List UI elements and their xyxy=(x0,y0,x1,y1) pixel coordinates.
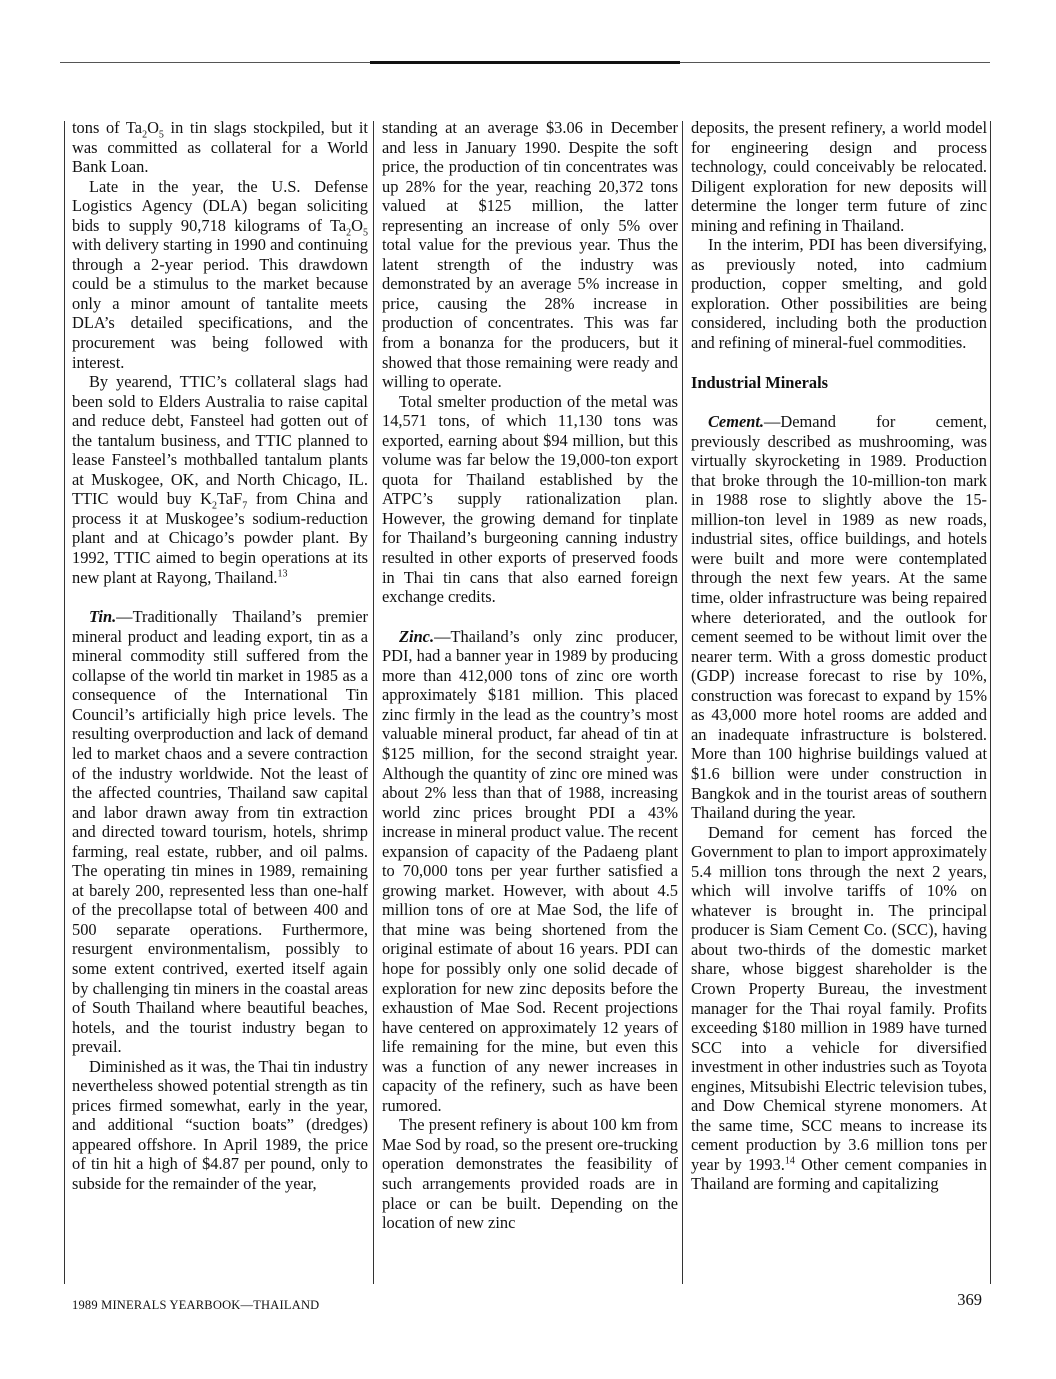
column-3 xyxy=(691,118,987,1194)
paragraph: standing at an average $3.06 in December and less in January 1990. Despite the soft price, the production of tin concentrates was up 28% for the year, reaching 20,372 tons valued at $125 million, the latter representing an increase of only 5% over total value for the previous year. Thus the latent strength of the industry was demonstrated by an average 5% increase in price, causing the 28% increase in production of concentrates. This was far from a bonanza for the producers, but it showed that those remaining were ready and willing to operate. xyxy=(382,118,678,392)
column-rule xyxy=(682,121,683,1284)
column-rule xyxy=(373,121,374,1284)
column-1 xyxy=(72,118,368,1194)
cement-paragraph: Cement.—Demand for cement, previously described as mushrooming, was virtually skyrocketing in 1989. Production that broke through the 10-million-ton mark in 1988 rose to slightly above the 15-million-ton level in 1989 as new roads, industrial sites, office buildings, and hotels were built and more were contemplated through the next few years. At the same time, older infrastructure was being repaired where deteriorated, and the outlook for cement seemed to be without limit over the nearer term. With a gross domestic product (GDP) increase forecast to rise by 10%, construction was forecast to expand by 15% as 43,000 more hotel rooms are added and an inadequate infrastructure is bolstered. More than 100 highrise buildings valued at $1.6 billion were under construction in Bangkok and in the tourist areas of southern Thailand during the year. xyxy=(691,412,987,823)
section-heading: Industrial Minerals xyxy=(691,372,829,392)
tin-heading: Tin. xyxy=(89,607,117,627)
paragraph: The present refinery is about 100 km from Mae Sod by road, so the present ore-trucking operation demonstrates the feasibility of such arrangements provided roads are in place or can be built. Depending on the location of new zinc xyxy=(382,1115,678,1233)
paragraph: Diminished as it was, the Thai tin industry nevertheless showed potential strength as tin prices firmed somewhat, early in the year, and additional “suction boats” (dredges) appeared offshore. In April 1989, the price of tin hit a high of $4.87 per pound, only to subside for the remainder of the year, xyxy=(72,1056,368,1193)
paragraph: deposits, the present refinery, a world model for engineering design and process technology, could conceivably be relocated. Diligent exploration for new deposits will determine the longer term future of zinc mining and refining in Thailand. xyxy=(691,118,987,235)
tin-paragraph: Tin.—Traditionally Thailand’s premier mineral product and leading export, tin as a mineral commodity still suffered from the collapse of the world tin market in 1985 as a consequence of the International Tin Council’s artificially high price levels. The resulting overproduction and lack of demand led to market chaos and a severe contraction of the industry worldwide. Not the least of the affected countries, Thailand saw capital and labor drawn away from tin extraction and directed toward tourism, hotels, shrimp farming, real estate, rubber, and oil palms. The operating tin mines in 1989, remaining at barely 200, represented less than one-half of the precollapse total of between 400 and 500 separate operations. Furthermore, resurgent environmentalism, possibly to some extent contrived, exerted itself again by challenging tin miners in the coastal areas of South Thailand where beautiful beaches, hotels, and the tourist industry began to prevail. xyxy=(72,607,368,1057)
running-footer: 1989 MINERALS YEARBOOK—THAILAND xyxy=(72,1298,320,1312)
paragraph: Total smelter production of the metal was 14,571 tons, of which 11,130 tons was exported, earning about $94 million, but this volume was far below the 19,000-ton export quota for Thailand established by the ATPC’s supply rationalization plan. However, the growing demand for tinplate for Thailand’s burgeoning canning industry resulted in other exports of preserved foods in Thai tin cans that also earned foreign exchange credits. xyxy=(382,391,678,607)
column-rule xyxy=(64,121,65,1284)
zinc-heading: Zinc. xyxy=(399,626,435,646)
zinc-paragraph: Zinc.—Thailand’s only zinc producer, PDI, had a banner year in 1989 by producing more than 412,000 tons of zinc ore worth approximately $181 million. This placed zinc firmly in the lead as the country’s most valuable mineral product, far ahead of tin at $125 million, for the second straight year. Although the quantity of zinc ore mined was about 2% less than that of 1988, increasing world zinc prices brought PDI a 43% increase in mineral product value. The recent expansion of capacity of the Padaeng plant to 70,000 tons per year further satisfied a growing market. However, with about 4.5 million tons of ore at Mae Sod, the life of that mine was being shortened from the original estimate of about 16 years. PDI can hope for possibly only one solid decade of exploration for new zinc deposits before the exhaustion of Mae Sod. Recent projections have centered on approximately 12 years of life remaining for the mine, but even this was a function of any newer increases in capacity of the refinery, such as have been rumored. xyxy=(382,626,678,1115)
cement-heading: Cement. xyxy=(708,412,764,432)
header-rule-accent xyxy=(370,61,680,64)
page-number: 369 xyxy=(957,1290,982,1309)
paragraph: In the interim, PDI has been diversifying, as previously noted, into cadmium production, copper smelting, and gold exploration. Other possibilities are being considered, including both the production and refining of mineral-fuel commodities. xyxy=(691,235,987,353)
footnote-ref: 13 xyxy=(277,568,288,580)
paragraph: By yearend, TTIC’s collateral slags had been sold to Elders Australia to raise capital and reduce debt, Fansteel had gotten out of the tantalum business, and TTIC planned to lease Fansteel’s mothballed tantalum plants at Muskogee, OK, and North Chicago, IL. TTIC would buy $K_2TaF_7$ from China and process it at Muskogee’s sodium-reduction plant and at Chicago’s powder plant. By 1992, TTIC aimed to begin operations at its new plant at Rayong, Thailand.$^{13}$ xyxy=(72,372,368,587)
paragraph: Late in the year, the U.S. Defense Logistics Agency (DLA) began soliciting bids to supply 90,718 kilograms of $Ta_2O_5$ with delivery starting in 1990 and continuing through a 2-year period. This drawdown could be a stimulus to the market because only a minor amount of tantalite meets DLA’s detailed specifications, and the procurement was being followed with interest. xyxy=(72,176,368,372)
column-rule xyxy=(990,121,991,1284)
column-2 xyxy=(382,118,678,1233)
paragraph: tons of $Ta_2O_5$ in tin slags stockpiled, but it was committed as collateral for a World Bank Loan. xyxy=(72,118,368,177)
paragraph: Demand for cement has forced the Government to plan to import approximately 5.4 million tons through the next 2 years, which will involve tariffs of 10% on whatever is brought in. The principal producer is Siam Cement Co. (SCC), having about two-thirds of the domestic market share, whose biggest shareholder is the Crown Property Bureau, the investment manager for the Thai royal family. Profits exceeding $180 million in 1989 have turned SCC into a vehicle for diversified investment in other industries such as Toyota engines, Mitsubishi Electric television tubes, and Dow Chemical styrene monomers. At the same time, SCC means to increase its cement production by 3.6 million tons per year by 1993.14 Other cement companies in Thailand are forming and capitalizing xyxy=(691,822,988,1194)
footnote-ref: 14 xyxy=(784,1155,795,1167)
